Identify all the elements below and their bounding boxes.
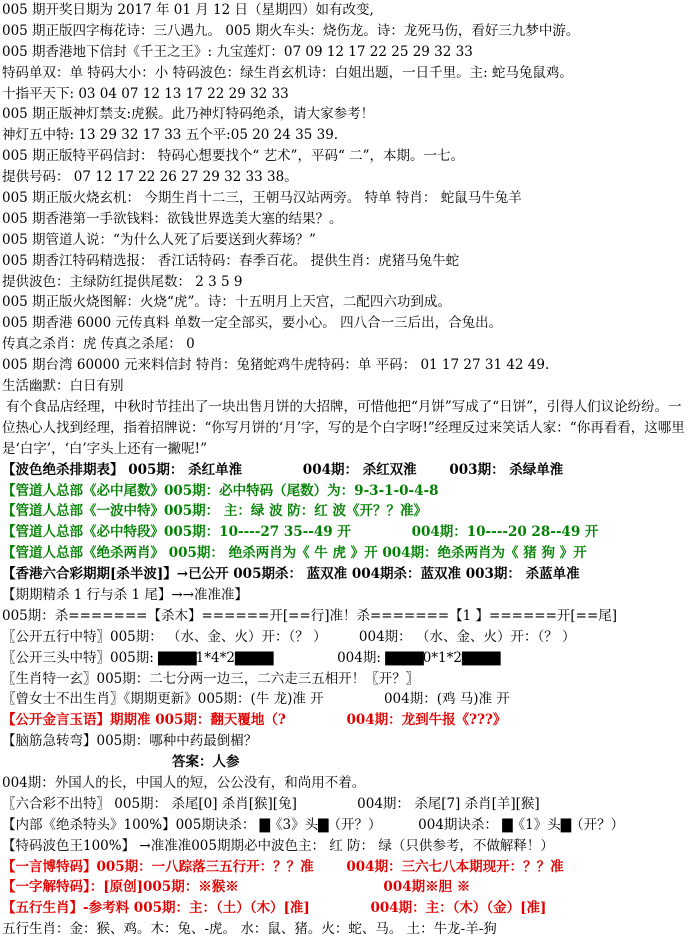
text-line: 005 期正版四字梅花诗：三八遇九。 005 期火车头：烧伤龙。诗：龙死马伤，看好三九梦中游。 <box>2 22 580 39</box>
text-line: 005 期香港地下信封《千王之王》: 九宝莲灯：07 09 12 17 22 25 29 32 33 <box>2 43 473 60</box>
text-line: 005 期香江特码精选报： 香江话特码：春季百花。 提供生肖：虎猪马兔牛蛇 <box>2 252 460 269</box>
wuxing-line <box>2 627 686 648</box>
text-line: 005 期台湾 60000 元来料信封 特肖：兔猪蛇鸡牛虎特码：单 平码： 01 17 27 31 42 49. <box>2 357 550 374</box>
riddle-line: 004期：外国人的长，中国人的短，公公没有，和尚用不着。 <box>2 775 366 791</box>
text-line: 特码单双：单 特码大小：小 特码波色：绿生肖玄机诗：白姐出题，一日千里。主: 蛇马兔鼠鸡。 <box>2 64 573 81</box>
text-line: 005 期香港第一手欲钱料：欲钱世界选美大塞的结果？。 <box>2 210 343 227</box>
green-line-segment <box>2 522 686 543</box>
zijie-005: 【一字解特码】：[原创]005期：※猴※ <box>2 879 239 896</box>
zijie-line <box>2 877 686 898</box>
neibu-line <box>2 815 686 836</box>
text-line: 005 期正版火烧玄机： 今期生肖十二三，王朝马汉站两旁。 特单 特肖： 蛇鼠马牛兔羊 <box>2 190 522 207</box>
joke-paragraph: 有个食品店经理，中秋时节挂出了一块出售月饼的大招牌，可惜他把“月饼”写成了“日饼”，引得人们议论纷纷。一位热心人找到经理，指着招牌说：“你写月饼的‘月’字，写的是个白字呀!”经理反过来笑话人家：“你再看看，这哪里是‘白字’，‘白’字头上还有一撇呢!” <box>2 398 685 457</box>
wx-line <box>2 898 686 919</box>
santou-004-label: 004期: <box>337 649 381 666</box>
zengnv-004: 004期：(鸡 马)准 开 <box>383 691 510 708</box>
yiyan-005: 【一言博特码】005期：一八踪落三五行开：？？准 <box>2 858 314 875</box>
gold-005: 【公开金言玉语】期期准 005期：翻天覆地（? <box>2 712 286 729</box>
shengxiao-line: 〖生肖特一玄〗005期：二七分两一边三，二六走三五相开！〖开？〗 <box>2 670 420 687</box>
answer-line: 答案：人参 <box>172 754 240 771</box>
segment-004: 004期：10----20 28--49 开 <box>411 524 599 541</box>
text-line: 提供波色：主绿防红提供尾数： 2 3 5 9 <box>2 273 243 290</box>
zengnv-005: 〖曾女士不出生肖〗《期期更新》005期：(牛 龙)准 开 <box>2 691 324 708</box>
green-line-wave: 【管道人总部《一波中特》005期： 主：绿 波 防：红 波《开？？准》 <box>2 503 427 520</box>
neibu-005-head: 《3》头 <box>269 816 319 833</box>
text-line: 神灯五中特: 13 29 32 17 33 五个平:05 20 24 35 39. <box>2 127 339 144</box>
brain-line: 【脑筋急转弯】005期：哪种中药最倒楣？ <box>2 733 258 750</box>
block-bar-icon: ▇▇▇▇ <box>158 649 196 666</box>
wuxing-shengxiao-line: 五行生肖：金：猴、鸡。木：兔、-虎。 水：鼠、猪。火：蛇、马。 土：牛龙-羊-狗 <box>2 921 497 938</box>
green-line-tail: 【管道人总部《必中尾数》005期：必中特码（尾数）为：9-3-1-0-4-8 <box>2 482 439 499</box>
text-line: 十指平天下: 03 04 07 12 13 17 22 29 32 33 <box>2 85 289 102</box>
block-bar-icon: ▇ <box>318 816 328 833</box>
wx-004: 004期：主：（木）（金）[准] <box>370 900 547 917</box>
santou-004: 0*1*2 <box>422 649 462 666</box>
yiyan-004: 004期：三六七八本期现开：？？准 <box>346 858 564 875</box>
bose-table-line <box>2 460 686 481</box>
bose-003-label: 003期： <box>449 461 505 478</box>
santou-005-label: 〖公开三头中特〗005期: <box>2 649 154 666</box>
liuhe-004: 004期： 杀尾[7] 杀肖[羊][猴] <box>357 795 540 812</box>
bose-003: 杀绿单淮 <box>509 461 564 478</box>
gold-004: 004期：龙到牛报《???》 <box>346 712 507 729</box>
gold-line <box>2 710 686 731</box>
block-bar-icon: ▇ <box>259 816 270 833</box>
text-line: 005 期管道人说：“为什么人死了后要送到火葬场？” <box>2 231 316 248</box>
text-line: 传真之杀肖：虎 传真之杀尾： 0 <box>2 336 195 353</box>
text-line: 提供号码： 07 12 17 22 26 27 29 32 33 38。 <box>2 169 298 186</box>
lottery-document <box>2 0 686 940</box>
wuxing-004: 004期： （水、金、火）开：（？ ） <box>358 628 576 645</box>
block-bar-icon: ▇▇▇▇ <box>234 649 273 666</box>
neibu-005-open: （开？） <box>327 816 382 833</box>
segment-005: 【管道人总部《必中特段》005期：10----27 35--49 开 <box>2 524 351 541</box>
text-line: 005 期正版神灯禁支:虎猴。此乃神灯特码绝杀，请大家参考！ <box>2 106 375 123</box>
text-line: 005 期正版特平码信封： 特码心想要找个“ 艺术”，平码“ 二”，本期。一七。 <box>2 148 465 165</box>
bose-004-label: 004期： <box>302 461 358 478</box>
hk-line: 【香港六合彩期期[杀半波]】→已公开 005期杀： 蓝双准 004期杀：蓝双准 003期： 杀蓝单准 <box>2 566 580 583</box>
liuhe-005: 〖六合彩不出特〗 005期： 杀尾[0] 杀肖[猴][兔] <box>2 795 297 812</box>
bose-004: 杀红双淮 <box>362 461 417 478</box>
text-line: 005 期香港 6000 元传真料 单数一定全部买，要小心。 四八合一三后出，合兔出。 <box>2 315 503 332</box>
wx-005: 【五行生肖】-参考料 005期：主：（土）（木）[准] <box>2 900 310 917</box>
green-line-kill2: 【管道人总部《绝杀两肖》 005期： 绝杀两肖为《 牛 虎 》开 004期：绝杀两肖为《 猪 狗 》开 <box>2 545 587 562</box>
text-line: 005 期正版火烧图解：火烧“虎”。诗：十五明月上天宫，二配四六功到成。 <box>2 294 451 311</box>
text-line: 生活幽默：白日有别 <box>2 378 124 395</box>
bose-label: 【波色绝杀排期表】 005期： <box>2 461 184 478</box>
zijie-004: 004期※胆 ※ <box>383 879 471 896</box>
block-bar-icon: ▇▇▇▇ <box>462 649 500 666</box>
neibu-005-label: 【内部《绝杀特头》100%】005期诀杀： <box>2 816 256 833</box>
liuhe-line <box>2 794 686 815</box>
block-bar-icon: ▇ <box>560 816 571 833</box>
zengnv-line <box>2 689 686 710</box>
santou-line <box>2 648 686 669</box>
bose-king-line: 【特码波色王100%】 →准准准005期期必中波色主： 红 防： 绿（只供参考，不做解释！） <box>2 837 554 854</box>
wuxing-005: 〖公开五行中特〗005期： （水、金、火）开：（？ ） <box>2 628 327 645</box>
block-bar-icon: ▇ <box>502 816 512 833</box>
text-line: 005 期开奖日期为 2017 年 01 月 12 日（星期四）如有改变, <box>2 2 374 18</box>
block-bar-icon: ▇▇▇▇ <box>385 649 423 666</box>
neibu-004-open: （开？） <box>570 816 625 833</box>
hk-line-2: 【期期精杀 1 行与杀 1 尾】→→准准准】 <box>2 586 248 603</box>
neibu-004-head: 《1》头 <box>511 816 561 833</box>
neibu-004-label: 004期诀杀： <box>418 816 498 833</box>
bose-005: 杀红单淮 <box>188 461 243 478</box>
yiyan-line <box>2 857 686 878</box>
kill-line: 005期：杀=======【杀木】======开[==行]准！杀=======【1 】======开[==尾] <box>2 607 618 624</box>
santou-005: 1*4*2 <box>195 649 235 666</box>
